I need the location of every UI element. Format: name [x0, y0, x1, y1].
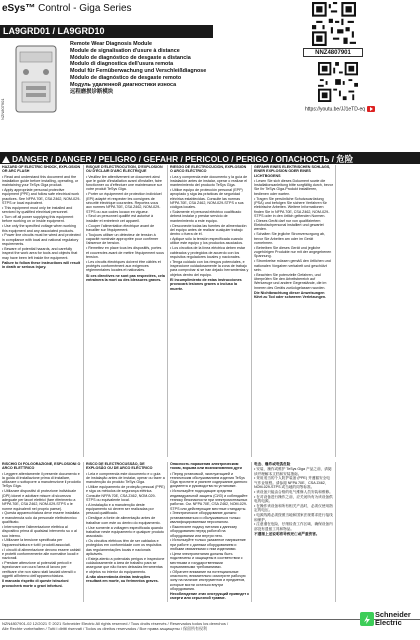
safety-instruction: • Utilize equipamento de proteção pessoal (PPE) e siga os métodos de segurança elétrica. Consulte NFPA 70E, CSA Z462, NOM-029-STPS ou equivalente local.	[86, 485, 165, 502]
safety-instruction: • Цепи электропитания должны быть подключены и защищены в соответствии с местными и государственными нормативными требованиями.	[170, 551, 243, 569]
product-title-de: Modul für Fernüberwachung und Verschleißdiagnose	[70, 68, 207, 75]
safety-consequence: 不遵循上述说明将导致死亡或严重伤害。	[254, 532, 320, 537]
safety-instruction: • Tenga cuidado con los riesgos potenciales, e inspeccione cuidadosamente la zona de trabajo para comprobar si se han dejado herramientas y objetos dentro del equipo.	[170, 259, 249, 277]
footer-doc-line: NZN4807901-02 12/2021 © 2021 Schneider Electric All rights reserved / Tous droits réservés / Reservados todos los derechos /	[2, 621, 229, 626]
safety-text-grid-bottom	[0, 462, 420, 602]
safety-instruction: • Read and understand this document and the installation guide before installing, operating, or maintaining your TeSys Giga product.	[2, 174, 79, 188]
product-title-zh: 远程磨损诊断模块	[70, 88, 114, 95]
safety-instruction: • Veuillez lire attentivement ce document ainsi que le guide d'installation avant d'installer, faire fonctionner ou d'effectuer une maintenance sur votre produit TeSys Giga.	[86, 174, 162, 192]
schneider-electric-logo	[360, 610, 418, 638]
safety-instruction: • Les circuits électriques doivent être câblés et protégés conformément aux exigences réglementaires locales et nationales.	[86, 259, 161, 273]
safety-heading: RISCHIO DI FOLGORAZIONE, ESPLOSIONI O ARCO ELETTRICO	[2, 462, 81, 471]
danger-banner: DANGER / DANGER / PELIGRO / GEFAHR / PERICOLO / PERIGO / ОПАСНОСТЬ / 危险	[0, 152, 420, 164]
safety-instruction: • Utilizzare dispositivi di protezione individuale (DPI) idonei e adottare misure di sicurezza adeguate per lavori elettrici (fare riferimento a NFPA 70E, CSA Z462, NOM-029-STPS o le norme equivalenti nel proprio paese).	[2, 489, 77, 511]
safety-instruction: • Use only the specified voltage when working this equipment and any associated products.	[2, 224, 76, 233]
safety-heading: Опасность поражения электрическим током, взрыва или возникновения дуги	[170, 462, 242, 471]
footer-copyright	[2, 621, 332, 631]
safety-instruction: • 在操作该设备和所有相关产品时，必须仅使用指定的电压。	[254, 504, 333, 513]
safety-column	[336, 165, 420, 457]
footer-divider	[0, 619, 420, 620]
logo-name: Schneider Electric	[375, 610, 411, 627]
safety-consequence: El incumplimiento de estas instrucciones provocará lesiones graves o incluso la muerte.	[170, 277, 242, 291]
safety-instruction: • Apply appropriate personal protective equipment (PPE) and follow safe electrical work practices. See NFPA 70E, CSA Z462, NOM-029-STPS or local equivalent.	[2, 188, 81, 205]
safety-instruction: • Toujours utiliser un détecteur de tension à capacité nominale appropriée pour confirmer l'absence de tension.	[86, 232, 159, 246]
product-title-en: Remote Wear Diagnosis Module	[70, 41, 152, 47]
safety-instruction: • Os circuitos elétricos têm de ser cablados e protegidos em conformidade com os requisitos das regulamentações locais e nacionais aplicáveis.	[86, 539, 162, 556]
ref-code-vertical: NZN807901	[0, 98, 5, 120]
safety-text-grid-top	[0, 165, 420, 457]
safety-instruction: • Leggere attentamente il presente documento e la guida di installazione prima di installare, utilizzare o sottoporre a manutenzione il prodotto TeSys Giga.	[2, 471, 81, 489]
safety-instruction: • 电源线路必须按照当地和国家法规要求进行接线和保护。	[254, 513, 333, 522]
safety-instruction: • 注意潜在危险，仔细检查工作区域，确保设备内部没有遗留工具和物品。	[254, 522, 333, 531]
safety-instruction: • 该设备只能由合格的电气维修人员安装和维修。	[254, 489, 333, 494]
safety-instruction: • Перед установкой, эксплуатацией и техническим обслуживанием изделия TeSys Giga прочтите и уясните содержание данного документа и руководства по установке.	[170, 471, 248, 489]
product-title-list	[70, 41, 220, 95]
product-references: LA9GRD01 / LA9GRD10	[0, 25, 213, 38]
product-title-es: Módulo de diagnóstico de desgaste a distancia	[70, 54, 191, 61]
safety-instruction: • Leia e compreenda este documento e o guia de instalação antes de instalar, operar ou fazer a manutenção do produto TeSys Giga.	[86, 471, 165, 485]
safety-instruction: • Lesen Sie sich dieses Dokument sowie die Installationsanleitung bitte sorgfältig durch, bevor Sie Ihr TeSys Giga-Produkt installieren, bedienen oder warten.	[254, 178, 333, 196]
safety-instruction: • Desconecte todas las fuentes de alimentación del equipo antes de realizar cualquier trabajo dentro o fuera de él.	[170, 223, 247, 237]
safety-column	[84, 462, 168, 602]
safety-instruction: • I circuiti di alimentazione devono essere cablati e protetti conformemente alle normative locali e nazionali.	[2, 547, 81, 561]
safety-instruction: • Use somente a voltagem especificada quando trabalhar neste equipamento e qualquer produto associado.	[86, 525, 164, 539]
safety-instruction: • Tragen Sie persönliche Schutzausrüstung (PSA) und befolgen Sie sichere Verfahren für elektrische Arbeiten. Weitere Informationen finden Sie in NFPA 70E, CSA Z462, NOM-029-STPS oder in den örtlich geltenden Normen.	[254, 196, 330, 218]
safety-instruction: • Solamente el personal eléctrico cualificado deberá instalar y prestar servicio de mantenimiento a este equipo.	[170, 210, 242, 223]
youtube-play-icon	[367, 106, 375, 112]
product-title-ru: Модуль удаленной диагностики износа	[70, 81, 177, 88]
safety-instruction: • Dieses Gerät darf nur von qualifiziertem Elektrofachpersonal installiert und gewartet werden.	[254, 218, 324, 232]
device-illustration	[10, 40, 66, 120]
safety-heading: RISCO DE ELECTROCUSSÃO, DE EXPLOSÃO OU DE ARCO ELÉCTRICO	[86, 462, 153, 471]
safety-column	[252, 462, 336, 602]
safety-column	[0, 165, 84, 457]
safety-heading: GEFAHR EINES ELEKTRISCHEN SCHLAGS, EINER EXPLOSION ODER EINES LICHTBOGENS	[254, 165, 331, 178]
youtube-link[interactable]: https://youtu.be/JJ1eTD-eq	[305, 106, 375, 112]
safety-instruction: • Couper l'alimentation électrique avant de travailler sur l'équipement.	[86, 223, 155, 232]
safety-column	[336, 462, 420, 602]
series-title: eSys™ Control - Giga Series	[2, 3, 132, 14]
safety-consequence: Il mancato rispetto di queste istruzioni provocherà morte o gravi infortuni.	[2, 579, 69, 588]
safety-instruction: • 在对设备进行操作之前，应关闭所有为该设备供电的电源。	[254, 494, 333, 504]
safety-instruction: • Beware of potential hazards, and carefully inspect the work area for tools and objects that may have been left inside the equipment.	[2, 246, 78, 260]
safety-instruction: • Prestare attenzione ai potenziali pericoli e ispezionare con cura l'area di lavoro per verificare che non siano stati lasciati utensili o oggetti all'interno dell'apparecchiatura.	[2, 561, 76, 578]
safety-instruction: • Interrompere l'alimentazione elettrica al dispositivo prima di qualsiasi intervento su o al suo interno.	[2, 524, 77, 538]
safety-consequence: Failure to follow these instructions will result in death or serious injury.	[2, 260, 81, 270]
safety-instruction: • Beachten Sie potenzielle Gefahren, und überprüfen Sie den Arbeitsbereich auf Werkzeuge und andere Gegenstände, die im Inneren des Geräts zurückgelassen wurden.	[254, 272, 327, 290]
safety-instruction: • Utilizzare la tensione specificata per l'apparecchiatura e tutti i prodotti associati.	[2, 538, 71, 547]
qr-code-video[interactable]	[318, 62, 358, 102]
safety-instruction: • Esteja atento a potenciais perigos e inspecione cuidadosamente a área de trabalho para se assegurar que não foram deixadas ferramentas e objetos no interior do equipamento.	[86, 556, 165, 574]
safety-heading: 电击、爆炸或电弧危险	[254, 462, 291, 466]
safety-instruction: • Seul un personnel qualifié est autorisé à installer et entretenir cet appareil.	[86, 214, 154, 223]
safety-instruction: • Power line circuits must be wired and protected in compliance with local and national regulatory requirements.	[2, 233, 81, 247]
safety-consequence: Die Nichtbeachtung dieser Anweisungen führt zu Tod oder schweren Verletzungen.	[254, 290, 327, 300]
safety-instruction: • Desligue a fonte de alimentação antes de trabalhar com este ou dentro do equipamento.	[86, 516, 161, 525]
safety-instruction: • Lea y comprenda este documento y la guía de instalación antes de instalar, operar o realizar el mantenimiento del producto TeSys Giga.	[170, 174, 248, 188]
safety-instruction: • Utilice equipo de protección personal (EPP) apropiado y siga las prácticas de seguridad eléctrica establecidas. Consulte las normas NFPA 70E, CSA Z462, NOM-029-STPS o sus códigos locales.	[170, 188, 244, 210]
safety-instruction: • This equipment must only be installed and serviced by qualified electrical personnel.	[2, 205, 73, 215]
safety-instruction: • Betreiben Sie dieses Gerät und jegliche zugehörigen Produkte nur mit der angegebenen Spannung.	[254, 245, 332, 259]
safety-instruction: • Questa apparecchiatura deve essere installata e manutenuta solo da personale elettrotecnico qualificato.	[2, 511, 80, 525]
safety-instruction: • Porter un équipement de protection individuel (EPI) adapté et respecter les consignes de sécurité électrique courantes. Reportez-vous aux normes NFPA 70E, CSA Z462, NOM-029-STPS ou aux codes locaux en vigueur.	[86, 192, 162, 214]
safety-heading: RISQUE D'ÉLECTROCUTION, D'EXPLOSION OU D'ÉCLAIR D'ARC ÉLECTRIQUE	[86, 165, 163, 174]
safety-instruction: • Turn off all power supplying this equipment before working on or inside equipment.	[2, 215, 74, 224]
safety-instruction: • Stromkreise müssen gemäß den örtlichen und nationalen Vorgaben verkabelt und geschützt sein.	[254, 259, 331, 272]
footer-rights-line: Alle Rechte vorbehalten / Tutti i diritti riservati / Todos os direitos reservados / Все права защищены / 保留所有权利	[2, 626, 208, 631]
safety-column	[0, 462, 84, 602]
qr-code-top[interactable]	[312, 2, 356, 46]
safety-heading: HAZARD OF ELECTRIC SHOCK, EXPLOSION OR ARC FLASH	[2, 165, 81, 174]
safety-instruction: • Aplique sólo la tensión especificada cuando utilice este equipo y los productos asociados.	[170, 237, 244, 246]
safety-instruction: • Los circuitos de la línea eléctrica deben estar cableados y protegidos de acuerdo con los requisitos reguladores locales y nacionales.	[170, 246, 246, 259]
safety-column	[168, 462, 252, 602]
qr-reference-label: NNZ4807901	[303, 48, 363, 57]
safety-column	[84, 165, 168, 457]
safety-column	[168, 165, 252, 457]
safety-instruction: • Используйте подходящие средства индивидуальной защиты (СИЗ) и соблюдайте технику безопасности при электромонтажных работах. См. NFPA 70E, CSA Z462, NOM-029-STPS или действующие местные стандарты.	[170, 489, 248, 511]
safety-instruction: • Электрическое оборудование должно устанавливаться и обслуживаться только квалифицированным персоналом.	[170, 511, 241, 525]
safety-instruction: • 安装、操作或维护 TeSys Giga 产品之前，请阅读并理解本文档和安装指南。	[254, 467, 332, 476]
product-title-pt: Módulo de diagnóstico de desgaste remoto	[70, 74, 182, 81]
safety-instruction: • Обратите внимание на потенциальные опасности, внимательно осмотрите рабочую зону на наличие инструментов и предметов, которые могли остаться внутри оборудования.	[170, 569, 246, 591]
safety-instruction: • Выключите подачу питания к данному оборудованию перед работой на оборудовании или внутри него.	[170, 524, 237, 538]
safety-instruction: • A instalação e a manutenção deste equipamento só devem ser realizadas por pessoal qualificado.	[86, 502, 154, 516]
safety-instruction: • Schalten Sie jegliche Stromversorgung ab, bevor Sie Arbeiten am oder im Gerät vornehmen.	[254, 232, 326, 245]
product-title-it: Modulo di diagnostica dell'usura remota	[70, 61, 174, 68]
logo-mark-icon	[360, 612, 374, 626]
safety-instruction: • Используйте только указанное напряжение при работе с данным оборудованием и любыми связанными с ним изделиями.	[170, 538, 246, 552]
safety-instruction: • 采用适当的个人防护装备 (PPE) 并遵循安全电气作业规程。请参阅 NFPA 70E、CSA Z462、NOM-029-STPS 或当地的同等标准。	[254, 476, 330, 490]
safety-consequence: Si ces directives ne sont pas respectées, cela entraînera la mort ou des blessures graves.	[86, 273, 165, 282]
top-bar	[0, 0, 420, 22]
safety-consequence: Несоблюдение этих инструкций приведет к смерти или серьезной травме.	[170, 592, 249, 601]
safety-consequence: A não observância destas instruções resultará em morte, ou ferimentos graves.	[86, 574, 159, 584]
warning-triangle-icon	[2, 156, 10, 163]
product-title-fr: Module de signalisation d'usure à distance	[70, 47, 180, 54]
safety-heading: RIESGO DE ELECTROCUCIÓN, EXPLOSIÓN O ARCO ELÉCTRICO	[170, 165, 247, 174]
safety-instruction: • Remettez en place tous les dispositifs, portes et couvercles avant de mettre l'équipement sous tension.	[86, 246, 164, 259]
safety-column	[252, 165, 336, 457]
